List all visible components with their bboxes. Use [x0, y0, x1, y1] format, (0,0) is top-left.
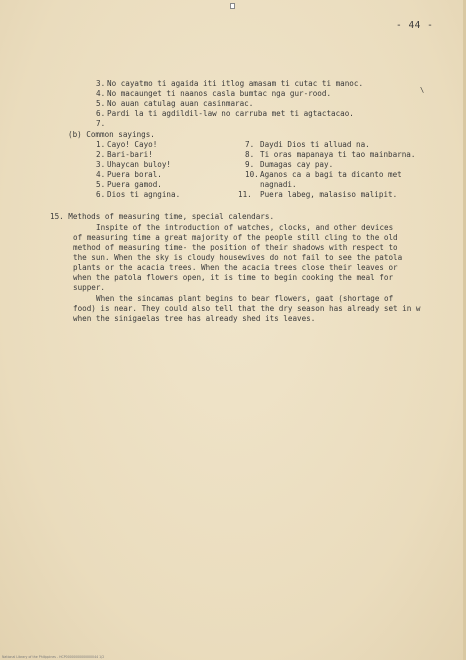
list-item: 3. Uhaycan buloy!: [96, 160, 172, 169]
stray-mark: \: [420, 86, 425, 94]
footer-credit: National Library of the Philippines - HCP0000000000000044 1/2: [2, 655, 105, 659]
list-item: 9. Dumagas cay pay.: [245, 160, 334, 169]
list-item: 4. Puera boral.: [96, 170, 162, 179]
list-item: 3. No cayatmo ti agaida iti itlog amasam ti cutac ti manoc.: [96, 79, 364, 88]
section-heading: 15. Methods of measuring time, special calendars.: [50, 212, 275, 221]
list-item: 4. No macaunget ti naanos casla bumtac nga gur-rood.: [96, 89, 332, 98]
list-item: 5. Puera gamod.: [96, 180, 162, 189]
text-line: when the sinigaelas tree has already shed its leaves.: [73, 314, 316, 323]
list-item: 10.Aganos ca a bagi ta dicanto met: [245, 170, 402, 179]
list-item: 7.: [96, 119, 106, 128]
list-item: 11. Puera labeg, malasiso malipit.: [238, 190, 398, 199]
text-line: food) is near. They could also tell that the dry season has already set in w: [73, 304, 421, 313]
text-line: when the patola flowers open, it is time to begin cooking the meal for: [73, 273, 394, 282]
punch-hole: [230, 3, 235, 9]
page-number: - 44 -: [396, 20, 434, 31]
list-item: 8. Ti oras mapanaya ti tao mainbarna.: [245, 150, 416, 159]
text-line: When the sincamas plant begins to bear flowers, gaat (shortage of: [96, 294, 394, 303]
list-item: 6. Dios ti agngina.: [96, 190, 181, 199]
text-line: supper.: [73, 283, 106, 292]
text-line: of measuring time a great majority of the people still cling to the old: [73, 233, 398, 242]
text-line: plants or the acacia trees. When the acacia trees close their leaves or: [73, 263, 398, 272]
list-item: 7. Daydi Dios ti alluad na.: [245, 140, 370, 149]
list-item: 2. Bari-bari!: [96, 150, 153, 159]
list-item: 1. Cayo! Cayo!: [96, 140, 158, 149]
text-line: method of measuring time- the position of their shadows with respect to: [73, 243, 398, 252]
list-item: 5. No auan catulag auan casinmarac.: [96, 99, 254, 108]
sayings-heading: (b) Common sayings.: [68, 130, 155, 139]
text-line: the sun. When the sky is cloudy housewives do not fail to see the patola: [73, 253, 403, 262]
text-line: Inspite of the introduction of watches, clocks, and other devices: [96, 223, 394, 232]
list-item: nagnadi.: [260, 180, 297, 189]
list-item: 6. Pardi la ti agdildil-law no carruba met ti agtactacao.: [96, 109, 354, 118]
